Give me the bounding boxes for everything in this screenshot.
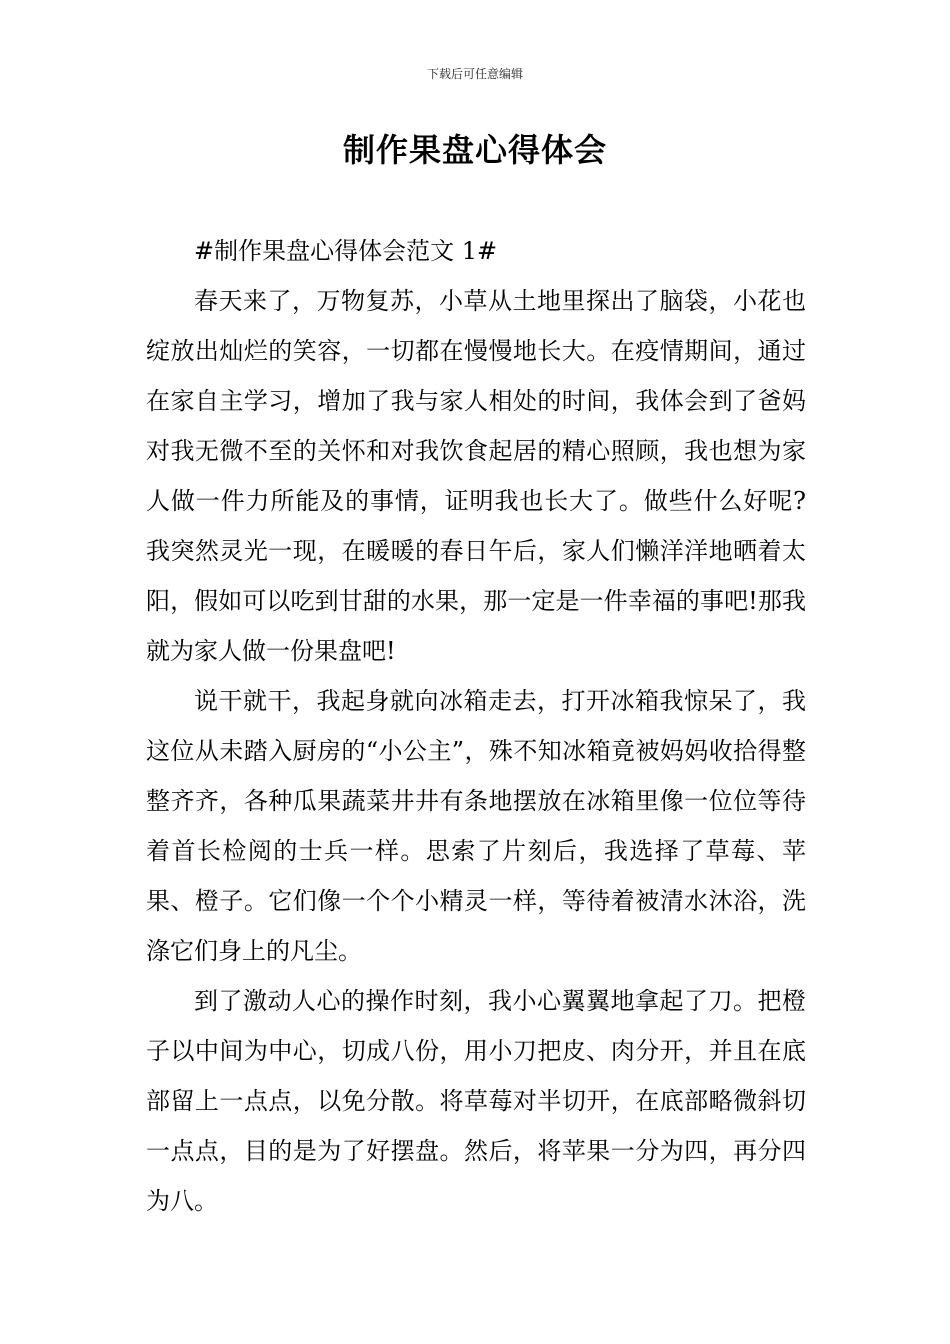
paragraph-3: 到了激动人心的操作时刻，我小心翼翼地拿起了刀。把橙子以中间为中心，切成八份，用小刀把皮、肉分开，并且在底部留上一点点，以免分散。将草莓对半切开，在底部略微斜切一点点，目的是为了好摆盘。然后，将苹果一分为四，再分四为八。 (146, 987, 806, 1215)
page-header-note: 下载后可任意编辑 (426, 67, 523, 81)
paragraph-1: 春天来了，万物复苏，小草从土地里探出了脑袋，小花也绽放出灿烂的笑容，一切都在慢慢地长大。在疫情期间，通过在家自主学习，增加了我与家人相处的时间，我体会到了爸妈对我无微不至的关怀和对我饮食起居的精心照顾，我也想为家人做一件力所能及的事情，证明我也长大了。做些什么好呢?我突然灵光一现，在暖暖的春日午后，家人们懒洋洋地晒着太阳，假如可以吃到甘甜的水果，那一定是一件幸福的事吧!那我就为家人做一份果盘吧! (146, 287, 806, 665)
document-title: 制作果盘心得体会 (342, 131, 607, 169)
section-heading: #制作果盘心得体会范文 1# (194, 237, 498, 265)
document-body (146, 226, 806, 1226)
paragraph-2: 说干就干，我起身就向冰箱走去，打开冰箱我惊呆了，我这位从未踏入厨房的“小公主”，殊不知冰箱竟被妈妈收拾得整整齐齐，各种瓜果蔬菜井井有条地摆放在冰箱里像一位位等待着首长检阅的士兵一样。思索了片刻后，我选择了草莓、苹果、橙子。它们像一个个小精灵一样，等待着被清水沐浴，洗涤它们身上的凡尘。 (146, 687, 806, 965)
